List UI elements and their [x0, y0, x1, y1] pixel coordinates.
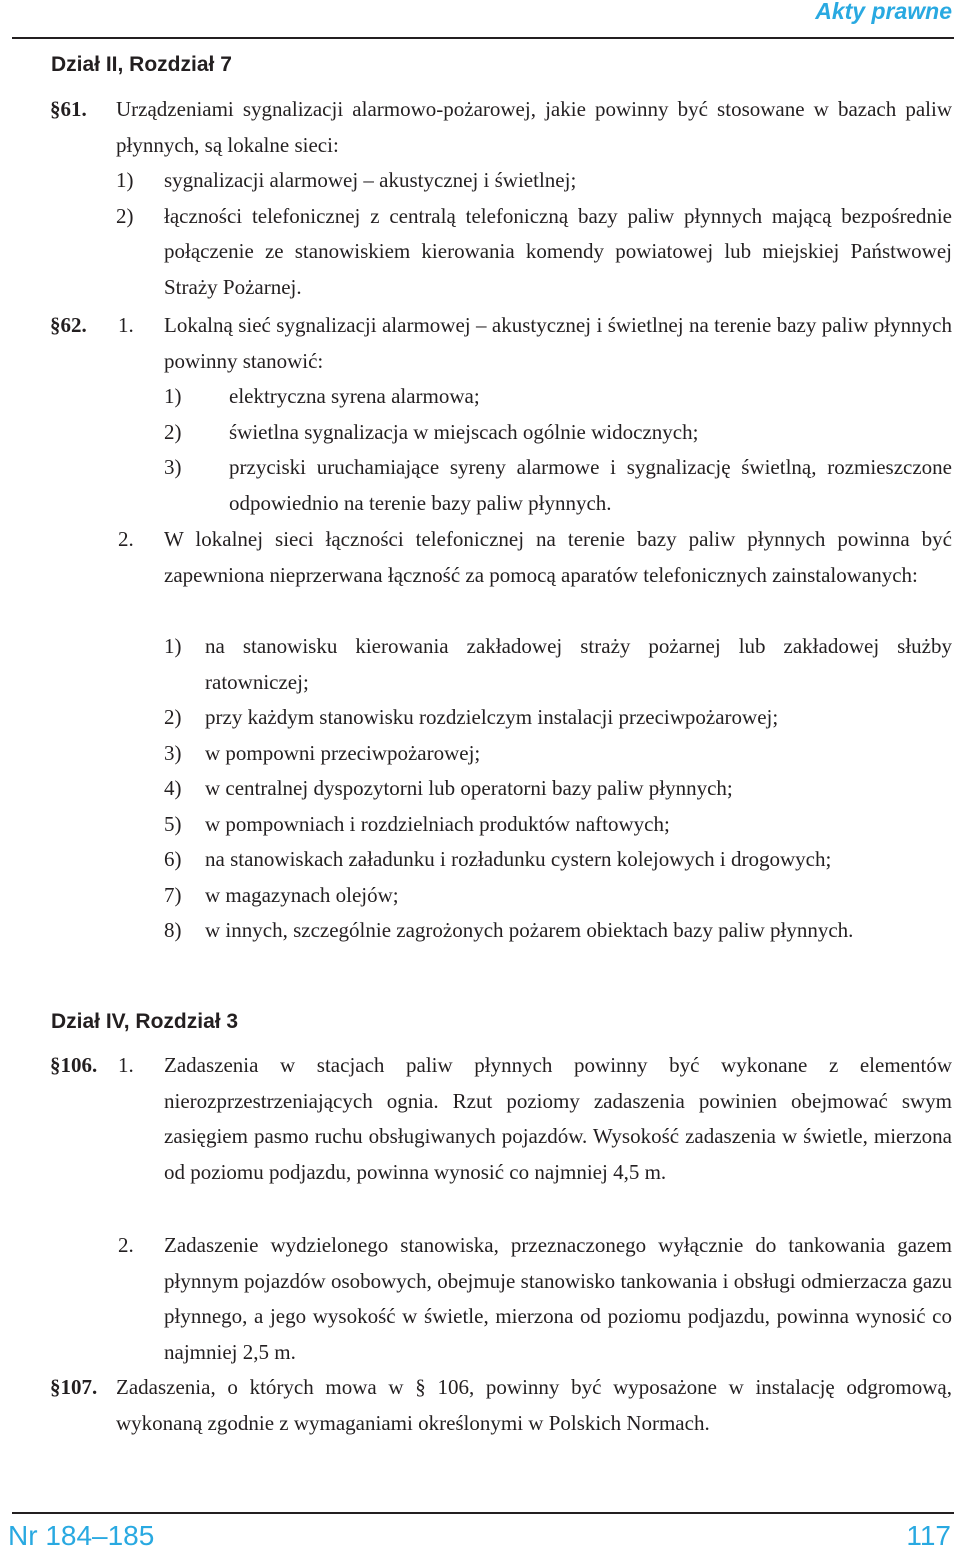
- list-item: 4) w centralnej dyspozytorni lub operatorni bazy paliw płynnych;: [164, 776, 733, 800]
- subsection-106-1: 1. Zadaszenia w stacjach paliw płynnych powinny być wykonane z elementów nierozprzestrzeniających ognia. Rzut poziomy zadaszenia powinien obejmować swym zasięgiem pasmo ruchu obsługiwanych pojazdów. Wysokość zadaszenia w świetle, mierzona od poziomu podjazdu, powinna wynosić co najmniej 4,5 m.: [118, 1053, 952, 1184]
- list-item: 2) łączności telefonicznej z centralą telefoniczną bazy paliw płynnych mającą bezpośrednie połączenie ze stanowiskiem kierowania komendy powiatowej lub miejskiej Państwowej Straży Pożarnej.: [116, 203, 952, 299]
- subsection-62-2: 2. W lokalnej sieci łączności telefonicznej na terenie bazy paliw płynnych powinna być zapewniona nieprzerwana łączność za pomocą aparatów telefonicznych zainstalowanych: 1) na stanowisku kierowania zakładowej straży pożarnej lub zakładowej służby ratowniczej; 2) przy każdym stanowisku rozdzielczym instalacji przeciwpożarowej; 3) w pompowni przeciwpożarowej; 4) w centralnej dyspozytorni lub operatorni bazy paliw płynnych; 5) w pompowniach i rozdzielniach produktów naftowych; 6) na stanowiskach załadunku i rozładunku cystern kolejowych i drogowych; 7) w magazynach olejów; 8) w innych, szczególnie zagrożonych pożarem obiektach bazy paliw płynnych.: [164, 522, 952, 593]
- subsection-106-2: 2. Zadaszenie wydzielonego stanowiska, przeznaczonego wyłącznie do tankowania gazem płynnym pojazdów osobowych, obejmuje stanowisko tankowania i obsługi odmierzacza gazu płynnego, a jego wysokość w świetle, mierzona od poziomu podjazdu, powinna wynosić co najmniej 2,5 m.: [118, 1233, 952, 1364]
- list-item: 2) przy każdym stanowisku rozdzielczym instalacji przeciwpożarowej;: [164, 705, 779, 729]
- section-heading: Dział II, Rozdział 7: [51, 53, 232, 76]
- list-item: 1) sygnalizacji alarmowej – akustycznej i świetlnej;: [116, 168, 577, 192]
- item-list: [164, 629, 952, 949]
- list-item: 3) w pompowni przeciwpożarowej;: [164, 740, 481, 765]
- running-header-title: Akty prawne: [815, 0, 952, 24]
- list-item: 7) w magazynach olejów;: [164, 882, 399, 907]
- header-rule: [12, 37, 954, 39]
- list-item: 6) na stanowiskach załadunku i rozładunku cystern kolejowych i drogowych;: [164, 847, 832, 871]
- paragraph-text: Zadaszenia, o których mowa w § 106, powinny być wyposażone w instalację odgromową, wykonaną zgodnie z wymaganiami określonymi w Polskich Normach.: [116, 1375, 952, 1435]
- paragraph-number: §107.: [50, 1375, 98, 1399]
- list-item: 1) elektryczna syrena alarmowa;: [164, 384, 480, 408]
- list-item: 8) w innych, szczególnie zagrożonych pożarem obiektach bazy paliw płynnych.: [164, 918, 854, 942]
- list-item: 2) świetlna sygnalizacja w miejscach ogólnie widocznych;: [164, 419, 699, 444]
- subsection-62-1: 1. Lokalną sieć sygnalizacji alarmowej – akustycznej i świetlnej na terenie bazy paliw płynnych powinny stanowić: 1) elektryczna syrena alarmowa; 2) świetlna sygnalizacja w miejscach ogólnie widocznych; 3) przyciski uruchamiające syreny alarmowe i sygnalizację świetlną, rozmieszczone odpowiednio na terenie bazy paliw płynnych.: [164, 308, 952, 379]
- paragraph-text: Urządzeniami sygnalizacji alarmowo-pożarowej, jakie powinny być stosowane w bazach paliw płynnych, są lokalne sieci:: [116, 97, 952, 157]
- item-list: [164, 379, 952, 521]
- paragraph-number: §61.: [50, 97, 87, 121]
- list-item: 3) przyciski uruchamiające syreny alarmowe i sygnalizację świetlną, rozmieszczone odpowiednio na terenie bazy paliw płynnych.: [164, 455, 952, 515]
- item-list: [116, 163, 952, 305]
- footer-rule: [12, 1512, 954, 1514]
- paragraph-number: §106.: [50, 1053, 98, 1077]
- section-heading: Dział IV, Rozdział 3: [51, 1010, 239, 1033]
- footer-issue-number: Nr 184–185: [8, 1520, 155, 1551]
- footer-page-number: 117: [906, 1520, 951, 1551]
- paragraph-number: §62.: [50, 313, 87, 337]
- list-item: 5) w pompowniach i rozdzielniach produktów naftowych;: [164, 811, 670, 836]
- list-item: 1) na stanowisku kierowania zakładowej straży pożarnej lub zakładowej służby ratowniczej;: [164, 634, 952, 694]
